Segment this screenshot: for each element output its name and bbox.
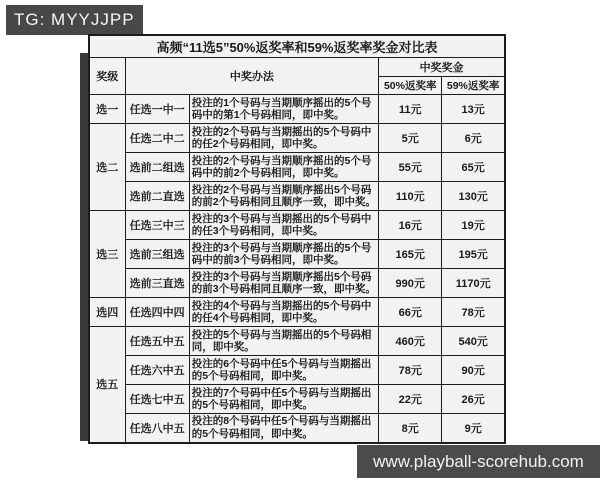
play-desc-cell: 投注的6个号码中任5个号码与当期摇出的5个号码相同，即中奖。 (189, 356, 378, 385)
prize-50-cell: 990元 (379, 269, 442, 298)
prize-59-cell: 13元 (442, 95, 505, 124)
prize-50-cell: 55元 (379, 153, 442, 182)
prize-59-cell: 1170元 (442, 269, 505, 298)
play-name-cell: 任选六中五 (125, 356, 189, 385)
prize-50-cell: 78元 (379, 356, 442, 385)
header-method: 中奖办法 (125, 58, 379, 95)
table-row (89, 240, 505, 269)
prize-59-cell: 65元 (442, 153, 505, 182)
play-desc-cell: 投注的2个号码与当期摇出的5个号码中的任2个号码相同，即中奖。 (189, 124, 378, 153)
play-name-cell: 任选三中三 (125, 211, 189, 240)
header-rate50: 50%返奖率 (379, 77, 442, 95)
play-name-cell: 任选一中一 (125, 95, 189, 124)
play-desc-cell: 投注的4个号码与当期摇出的5个号码中的任4个号码相同，即中奖。 (189, 298, 378, 327)
play-desc-cell: 投注的3个号码与当期顺序摇出5个号码的前3个号码相同且顺序一致，即中奖。 (189, 269, 378, 298)
prize-59-cell: 540元 (442, 327, 505, 356)
level-cell: 选二 (89, 124, 125, 211)
play-name-cell: 选前二直选 (125, 182, 189, 211)
prize-59-cell: 90元 (442, 356, 505, 385)
header-rate59: 59%返奖率 (442, 77, 505, 95)
prize-59-cell: 9元 (442, 414, 505, 443)
table-title: 高频“11选5”50%返奖率和59%返奖率奖金对比表 (89, 35, 505, 58)
table-row (89, 153, 505, 182)
play-name-cell: 选前三组选 (125, 240, 189, 269)
play-desc-cell: 投注的1个号码与当期顺序摇出的5个号码中的第1个号码相同，即中奖。 (189, 95, 378, 124)
prize-59-cell: 195元 (442, 240, 505, 269)
level-cell: 选一 (89, 95, 125, 124)
prize-59-cell: 78元 (442, 298, 505, 327)
prize-59-cell: 26元 (442, 385, 505, 414)
prize-50-cell: 165元 (379, 240, 442, 269)
prize-50-cell: 11元 (379, 95, 442, 124)
table-row (89, 211, 505, 240)
play-desc-cell: 投注的2个号码与当期顺序摇出的5个号码中的前2个号码相同，即中奖。 (189, 153, 378, 182)
prize-50-cell: 16元 (379, 211, 442, 240)
level-cell: 选三 (89, 211, 125, 298)
table-row (89, 414, 505, 443)
play-name-cell: 任选五中五 (125, 327, 189, 356)
play-desc-cell: 投注的3个号码与当期摇出的5个号码中的任3个号码相同，即中奖。 (189, 211, 378, 240)
header-prize-group: 中奖奖金 (379, 58, 505, 77)
tg-watermark-badge: TG: MYYJJPP (6, 5, 143, 35)
prize-50-cell: 460元 (379, 327, 442, 356)
header-level: 奖级 (89, 58, 125, 95)
play-desc-cell: 投注的2个号码与当期顺序摇出5个号码的前2个号码相同且顺序一致，即中奖。 (189, 182, 378, 211)
play-name-cell: 选前三直选 (125, 269, 189, 298)
table-row (89, 327, 505, 356)
table-row (89, 124, 505, 153)
prize-50-cell: 110元 (379, 182, 442, 211)
level-cell: 选五 (89, 327, 125, 443)
play-name-cell: 任选八中五 (125, 414, 189, 443)
prize-59-cell: 6元 (442, 124, 505, 153)
prize-50-cell: 5元 (379, 124, 442, 153)
site-watermark-bar: www.playball-scorehub.com (357, 445, 600, 478)
play-name-cell: 选前二组选 (125, 153, 189, 182)
prize-comparison-table (88, 34, 506, 444)
prize-59-cell: 19元 (442, 211, 505, 240)
prize-50-cell: 66元 (379, 298, 442, 327)
play-desc-cell: 投注的8个号码中任5个号码与当期摇出的5个号码相同，即中奖。 (189, 414, 378, 443)
play-desc-cell: 投注的7个号码中任5个号码与当期摇出的5个号码相同，即中奖。 (189, 385, 378, 414)
prize-59-cell: 130元 (442, 182, 505, 211)
table-row (89, 269, 505, 298)
table-row (89, 298, 505, 327)
prize-50-cell: 8元 (379, 414, 442, 443)
play-name-cell: 任选二中二 (125, 124, 189, 153)
scan-artifact-left-strip (80, 53, 88, 441)
play-name-cell: 任选四中四 (125, 298, 189, 327)
level-cell: 选四 (89, 298, 125, 327)
play-name-cell: 任选七中五 (125, 385, 189, 414)
table-row (89, 182, 505, 211)
table-row (89, 356, 505, 385)
table-row (89, 385, 505, 414)
prize-50-cell: 22元 (379, 385, 442, 414)
table-row (89, 95, 505, 124)
play-desc-cell: 投注的3个号码与当期顺序摇出的5个号码中的前3个号码相同，即中奖。 (189, 240, 378, 269)
play-desc-cell: 投注的5个号码与当期摇出的5个号码相同，即中奖。 (189, 327, 378, 356)
